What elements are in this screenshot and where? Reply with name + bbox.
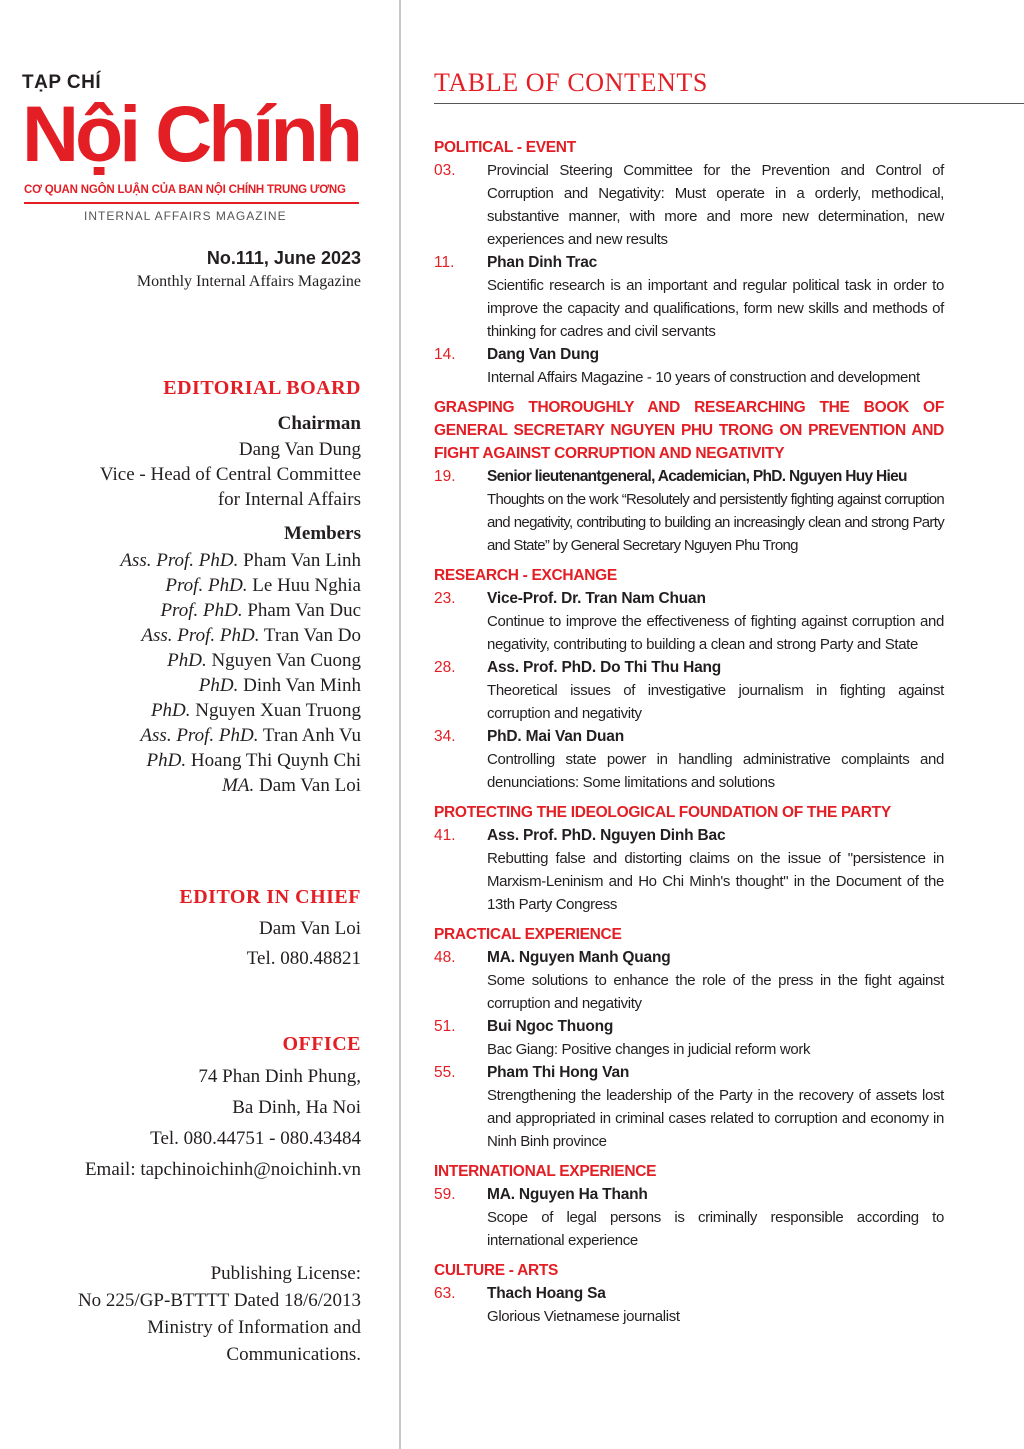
toc-entry-title: Strengthening the leadership of the Party in the recovery of assets lost and appropriated in criminal cases related to corruption and economy in Ninh Binh province [487, 1087, 944, 1150]
editor-in-chief-tel: Tel. 080.48821 [246, 948, 361, 969]
toc-list [434, 136, 944, 1335]
member-name: Pham Van Duc [247, 600, 361, 621]
toc-page-number: 28. [434, 659, 456, 676]
toc-page-number: 63. [434, 1285, 456, 1302]
member-name: Tran Van Do [263, 625, 361, 646]
toc-entry-title: Bac Giang: Positive changes in judicial reform work [487, 1041, 811, 1058]
toc-section [434, 801, 944, 916]
toc-entry-title: Thoughts on the work “Resolutely and persistently fighting against corruption and negativity, contributing to building an increasingly clean and strong Party and State” by General Secretary Nguyen Phu Trong [487, 491, 944, 554]
toc-entry[interactable] [434, 587, 944, 656]
toc-page-number: 51. [434, 1018, 456, 1035]
toc-entry-body [487, 1282, 944, 1328]
member-name: Nguyen Xuan Truong [195, 700, 361, 721]
toc-section [434, 1259, 944, 1328]
toc-entry-body [487, 159, 944, 251]
member-line [120, 748, 361, 773]
toc-entry-title: Internal Affairs Magazine - 10 years of construction and development [487, 369, 920, 386]
members-list [120, 548, 361, 798]
logo-english-name: INTERNAL AFFAIRS MAGAZINE [84, 209, 287, 223]
logo-tapchi: TẠP CHÍ [22, 72, 102, 93]
logo-slogan: CƠ QUAN NGÔN LUẬN CỦA BAN NỘI CHÍNH TRUNG ƯƠNG [24, 184, 346, 196]
member-title: PhD. [146, 750, 187, 771]
toc-section [434, 923, 944, 1153]
office-heading: OFFICE [282, 1033, 361, 1055]
toc-title: TABLE OF CONTENTS [434, 68, 708, 97]
toc-entry[interactable] [434, 1282, 944, 1328]
toc-entry-title: Scientific research is an important and regular political task in order to improve the capacity and qualifications, form new skills and methods of thinking for cadres and civil servants [487, 277, 944, 340]
office-address-1: 74 Phan Dinh Phung, [198, 1066, 361, 1087]
toc-entry-author: Ass. Prof. PhD. Do Thi Thu Hang [487, 659, 722, 676]
toc-entry[interactable] [434, 1015, 944, 1061]
editorial-board-heading: EDITORIAL BOARD [163, 377, 361, 399]
member-name: Tran Anh Vu [262, 725, 361, 746]
member-title: MA. [222, 775, 255, 796]
toc-entry-author: MA. Nguyen Ha Thanh [487, 1186, 648, 1203]
toc-section-heading: PROTECTING THE IDEOLOGICAL FOUNDATION OF THE PARTY [434, 804, 891, 821]
toc-entry-author: PhD. Mai Van Duan [487, 728, 624, 745]
toc-entry-body [487, 656, 944, 725]
toc-entry-body [487, 343, 944, 389]
toc-entry-body [487, 1061, 944, 1153]
toc-section-heading: CULTURE - ARTS [434, 1262, 559, 1279]
member-title: PhD. [150, 700, 191, 721]
toc-entry-author: Thach Hoang Sa [487, 1285, 606, 1302]
issue-subtitle: Monthly Internal Affairs Magazine [136, 273, 361, 290]
toc-entry-body [487, 824, 944, 916]
toc-entry-author: Vice-Prof. Dr. Tran Nam Chuan [487, 590, 706, 607]
chairman-line: Vice - Head of Central Committee [99, 464, 361, 485]
member-title: Ass. Prof. PhD. [120, 550, 239, 571]
member-line [120, 773, 361, 798]
member-title: Ass. Prof. PhD. [140, 725, 259, 746]
member-name: Dinh Van Minh [243, 675, 361, 696]
toc-section-heading: PRACTICAL EXPERIENCE [434, 926, 622, 943]
toc-entry-author: Bui Ngoc Thuong [487, 1018, 614, 1035]
toc-entry-body [487, 1183, 944, 1252]
toc-entry-body [487, 587, 944, 656]
toc-entry-body [487, 946, 944, 1015]
publishing-license [78, 1260, 361, 1368]
office-tel: Tel. 080.44751 - 080.43484 [150, 1128, 361, 1149]
toc-page-number: 34. [434, 728, 456, 745]
toc-entry-author: MA. Nguyen Manh Quang [487, 949, 671, 966]
toc-entry[interactable] [434, 1061, 944, 1153]
toc-page-number: 03. [434, 162, 456, 179]
editor-in-chief-name: Dam Van Loi [258, 918, 361, 939]
toc-entry[interactable] [434, 251, 944, 343]
toc-entry-title: Controlling state power in handling administrative complaints and denunciations: Some limitations and solutions [487, 751, 944, 791]
members-label: Members [283, 523, 361, 544]
toc-entry[interactable] [434, 725, 944, 794]
member-line [120, 723, 361, 748]
toc-entry[interactable] [434, 824, 944, 916]
license-line: Communications. [226, 1344, 361, 1365]
toc-entry-body [487, 725, 944, 794]
toc-entry-title: Theoretical issues of investigative journalism in fighting against corruption and negativity [487, 682, 944, 722]
toc-section-heading: GRASPING THOROUGHLY AND RESEARCHING THE BOOK OF GENERAL SECRETARY NGUYEN PHU TRONG ON PREVENTION AND FIGHT AGAINST CORRUPTION AND NEGATIVITY [434, 399, 944, 462]
logo-title: Nội Chính [22, 89, 359, 178]
member-line [120, 648, 361, 673]
toc-section [434, 136, 944, 389]
toc-entry-title: Glorious Vietnamese journalist [487, 1308, 680, 1325]
toc-entry-author: Ass. Prof. PhD. Nguyen Dinh Bac [487, 827, 726, 844]
toc-entry[interactable] [434, 1183, 944, 1252]
toc-page-number: 59. [434, 1186, 456, 1203]
toc-entry[interactable] [434, 656, 944, 725]
issue-number: No.111, June 2023 [206, 248, 361, 268]
member-title: PhD. [198, 675, 239, 696]
license-line: Ministry of Information and [147, 1317, 361, 1338]
member-name: Dam Van Loi [258, 775, 361, 796]
member-line [120, 598, 361, 623]
member-title: Prof. PhD. [160, 600, 243, 621]
toc-section-heading: INTERNATIONAL EXPERIENCE [434, 1163, 657, 1180]
toc-entry[interactable] [434, 343, 944, 389]
member-line [120, 623, 361, 648]
license-line: Publishing License: [210, 1263, 361, 1284]
toc-entry-author: Dang Van Dung [487, 346, 599, 363]
toc-section [434, 1160, 944, 1252]
toc-entry-author: Senior lieutenantgeneral, Academician, PhD. Nguyen Huy Hieu [487, 468, 907, 485]
member-line [120, 548, 361, 573]
toc-entry[interactable] [434, 465, 944, 557]
toc-section-heading: POLITICAL - EVENT [434, 139, 576, 156]
member-line [120, 673, 361, 698]
toc-entry-title: Some solutions to enhance the role of the press in the fight against corruption and negativity [487, 972, 944, 1012]
editor-in-chief-heading: EDITOR IN CHIEF [179, 886, 361, 908]
logo-rule [24, 202, 359, 204]
member-line [120, 573, 361, 598]
column-divider [399, 0, 401, 1449]
toc-rule [434, 103, 1024, 104]
toc-entry-author: Pham Thi Hong Van [487, 1064, 630, 1081]
chairman-line: Dang Van Dung [238, 439, 361, 460]
toc-section-heading: RESEARCH - EXCHANGE [434, 567, 617, 584]
toc-entry[interactable] [434, 946, 944, 1015]
toc-page-number: 48. [434, 949, 456, 966]
license-line: No 225/GP-BTTTT Dated 18/6/2013 [77, 1290, 361, 1311]
toc-entry-body [487, 465, 944, 557]
toc-page-number: 23. [434, 590, 456, 607]
chairman-line: for Internal Affairs [217, 489, 361, 510]
office-address-2: Ba Dinh, Ha Noi [232, 1097, 361, 1118]
member-name: Le Huu Nghia [252, 575, 361, 596]
toc-entry-author: Phan Dinh Trac [487, 254, 598, 271]
chairman-label: Chairman [277, 413, 361, 434]
toc-page-number: 14. [434, 346, 456, 363]
office-email: Email: tapchinoichinh@noichinh.vn [84, 1159, 361, 1180]
toc-entry-body [487, 251, 944, 343]
member-title: PhD. [167, 650, 207, 671]
toc-entry-title: Continue to improve the effectiveness of fighting against corruption and negativity, contributing to building a clean and strong Party and State [487, 613, 944, 653]
toc-page-number: 11. [434, 254, 455, 271]
toc-entry-body [487, 1015, 944, 1061]
member-title: Prof. PhD. [165, 575, 248, 596]
toc-entry-title: Scope of legal persons is criminally responsible according to international experience [487, 1209, 944, 1249]
member-line [120, 698, 361, 723]
member-name: Nguyen Van Cuong [211, 650, 361, 671]
toc-page-number: 55. [434, 1064, 456, 1081]
member-title: Ass. Prof. PhD. [141, 625, 260, 646]
chairman-block [100, 437, 361, 512]
toc-page-number: 41. [434, 827, 456, 844]
toc-page-number: 19. [434, 468, 456, 485]
toc-entry-title: Rebutting false and distorting claims on the issue of "persistence in Marxism-Leninism and Ho Chi Minh's thought" in the Document of the 13th Party Congress [487, 850, 944, 913]
toc-entry[interactable] [434, 159, 944, 251]
toc-section [434, 564, 944, 794]
toc-entry-title: Provincial Steering Committee for the Prevention and Control of Corruption and Negativity: Must operate in a orderly, methodical, substantive manner, with more and more new determination, new experiences and new results [487, 162, 944, 248]
member-name: Hoang Thi Quynh Chi [190, 750, 361, 771]
toc-section [434, 396, 944, 557]
member-name: Pham Van Linh [243, 550, 361, 571]
